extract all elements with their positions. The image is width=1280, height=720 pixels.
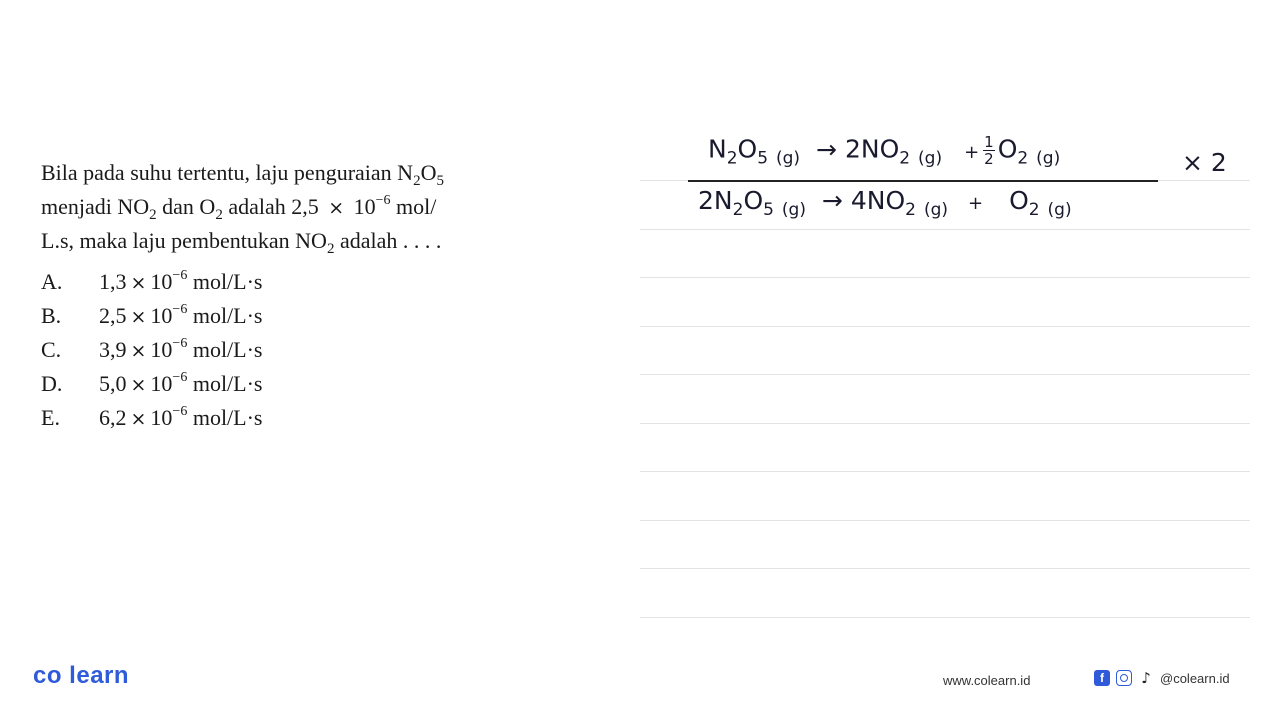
subscript: 2 [326, 241, 335, 257]
option-letter: D. [41, 371, 63, 396]
subscript: 2 [413, 173, 421, 189]
plus-sign: + [964, 141, 980, 163]
exponent: −6 [172, 404, 188, 419]
state-label: (g) [918, 148, 943, 169]
option-mantissa: 6,2 [99, 405, 127, 430]
formula-part: 4NO [850, 186, 906, 215]
option-mantissa: 2,5 [99, 303, 127, 328]
times-sign: × [130, 306, 147, 328]
formula-part: N [708, 134, 727, 164]
times-sign: × [130, 272, 147, 294]
subscript: 5 [757, 148, 769, 169]
formula-part: O [743, 186, 764, 215]
facebook-icon[interactable]: f [1094, 670, 1110, 686]
tiktok-icon[interactable]: ♪ [1141, 669, 1151, 687]
option-letter: C. [41, 337, 62, 362]
option-unit: mol/L·s [192, 371, 263, 396]
state-label: (g) [923, 200, 949, 220]
exponent: −6 [172, 370, 188, 385]
subscript: 2 [215, 207, 223, 223]
option-unit: mol/L·s [192, 303, 263, 328]
question-text-segment: 10 [348, 194, 376, 219]
fraction-denominator: 2 [984, 150, 994, 168]
option-letter: A. [41, 269, 63, 294]
fraction-half [983, 134, 995, 167]
option-base: 10 [150, 303, 173, 328]
question-text-segment: adalah 2,5 [222, 194, 325, 219]
times-sign: × [328, 197, 345, 219]
state-label: (g) [1047, 200, 1072, 220]
equation-2 [698, 186, 1072, 220]
formula-part: 2N [698, 186, 733, 215]
fraction-numerator: 1 [984, 133, 994, 151]
option-unit: mol/L·s [192, 269, 263, 294]
times-sign: × [130, 374, 147, 396]
subscript: 2 [899, 148, 911, 169]
subscript: 5 [436, 173, 444, 189]
social-links [1094, 670, 1230, 686]
option-unit: mol/L·s [192, 405, 263, 430]
subscript: 2 [149, 207, 157, 223]
subscript: 2 [1017, 148, 1029, 169]
subscript: 2 [1028, 200, 1040, 220]
exponent: −6 [172, 268, 188, 283]
question-text-segment: mol/ [390, 194, 437, 219]
option-base: 10 [150, 337, 173, 362]
social-handle[interactable]: @colearn.id [1160, 670, 1230, 686]
formula-part: 2NO [844, 134, 900, 164]
formula-part: O [1009, 186, 1029, 215]
times-sign: × [130, 340, 147, 362]
option-mantissa: 1,3 [99, 269, 127, 294]
multiplier-text: × 2 [1182, 148, 1227, 177]
plus-sign: + [967, 193, 984, 214]
state-label: (g) [781, 200, 806, 220]
option-mantissa: 3,9 [99, 337, 127, 362]
question-text-segment: L.s, maka laju pembentukan NO [41, 228, 327, 253]
exponent: −6 [375, 193, 391, 208]
question-text-segment: dan O [156, 194, 216, 219]
equation-1 [708, 134, 1060, 169]
question-text-segment: adalah . . . . [334, 228, 442, 253]
option-mantissa: 5,0 [99, 371, 127, 396]
brand-logo: co learn [33, 662, 130, 689]
subscript: 2 [726, 148, 738, 169]
state-label: (g) [1036, 148, 1061, 169]
formula-part: O [997, 134, 1018, 164]
formula-part: O [737, 134, 758, 164]
website-link[interactable]: www.colearn.id [943, 673, 1031, 688]
question-text-segment: menjadi NO [41, 194, 150, 219]
option-letter: E. [41, 405, 60, 430]
exponent: −6 [172, 302, 188, 317]
option-base: 10 [150, 405, 173, 430]
question-text-segment: Bila pada suhu tertentu, laju penguraian N [41, 160, 414, 185]
subscript: 5 [763, 200, 774, 220]
option-unit: mol/L·s [192, 337, 263, 362]
option-base: 10 [150, 269, 173, 294]
multiplier [1182, 148, 1227, 177]
reaction-arrow: → [821, 186, 843, 215]
reaction-arrow: → [816, 134, 837, 164]
subscript: 2 [905, 200, 916, 220]
option-letter: B. [41, 303, 62, 328]
state-label: (g) [776, 148, 801, 169]
question-text-segment: O [420, 160, 437, 185]
equation-divider [688, 180, 1158, 182]
instagram-icon[interactable] [1116, 670, 1132, 686]
times-sign: × [130, 408, 147, 430]
exponent: −6 [172, 336, 188, 351]
subscript: 2 [732, 200, 744, 220]
option-base: 10 [150, 371, 173, 396]
